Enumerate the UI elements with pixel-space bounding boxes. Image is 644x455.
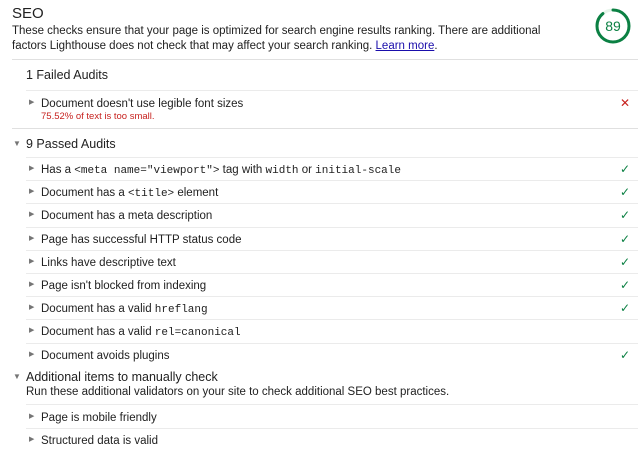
caret-right-icon: ▶ — [29, 258, 35, 265]
check-icon: ✓ — [619, 185, 630, 199]
caret-right-icon: ▶ — [29, 413, 35, 420]
cross-icon: ✕ — [619, 96, 630, 110]
row-divider — [26, 250, 638, 251]
row-divider — [26, 203, 638, 204]
audit-text: element — [174, 187, 219, 199]
manual-item-label: Page is mobile friendly — [41, 412, 157, 424]
audit-label — [41, 163, 401, 178]
caret-right-icon: ▶ — [29, 99, 35, 106]
audit-label: Document has a meta description — [41, 210, 213, 222]
caret-right-icon: ▶ — [29, 235, 35, 242]
audit-row[interactable] — [26, 321, 638, 344]
caret-right-icon: ▶ — [29, 351, 35, 358]
audit-row[interactable] — [26, 159, 638, 182]
row-divider — [26, 273, 638, 274]
caret-right-icon: ▶ — [29, 281, 35, 288]
row-divider — [26, 227, 638, 228]
caret-down-icon[interactable]: ▼ — [13, 139, 21, 148]
code-text: rel=canonical — [154, 327, 241, 339]
audit-row[interactable] — [26, 275, 638, 298]
audit-row[interactable] — [26, 229, 638, 252]
score-gauge — [594, 7, 632, 45]
caret-right-icon: ▶ — [29, 304, 35, 311]
row-divider — [26, 157, 638, 158]
description-text: These checks ensure that your page is optimized for search engine results ranking. There are additional factors Lighthouse does not check that may affect your search ranking. — [12, 25, 541, 52]
code-text: initial-scale — [315, 165, 401, 177]
audit-text: Document has a valid — [41, 326, 155, 338]
audit-row[interactable] — [26, 205, 638, 228]
manual-check-description: Run these additional validators on your site to check additional SEO best practices. — [26, 386, 450, 398]
row-divider — [26, 343, 638, 344]
check-icon: ✓ — [619, 348, 630, 362]
row-divider — [26, 90, 638, 91]
audit-text: Document has a — [41, 187, 128, 199]
row-divider — [26, 319, 638, 320]
row-divider — [26, 404, 638, 405]
passed-audits-title[interactable]: 9 Passed Audits — [26, 137, 116, 151]
audit-label — [41, 302, 208, 317]
audit-label: Document doesn't use legible font sizes — [41, 98, 244, 110]
audit-text: Document has a valid — [41, 303, 155, 315]
code-text: hreflang — [154, 304, 208, 316]
audit-text: Has a — [41, 164, 75, 176]
caret-right-icon: ▶ — [29, 436, 35, 443]
score-value: 89 — [605, 18, 621, 34]
section-title: SEO — [12, 5, 44, 22]
audit-row[interactable] — [26, 182, 638, 205]
audit-label: Document avoids plugins — [41, 350, 170, 362]
audit-row[interactable] — [26, 345, 638, 368]
caret-right-icon: ▶ — [29, 165, 35, 172]
check-icon: ✓ — [619, 208, 630, 222]
seo-header — [12, 4, 560, 54]
divider — [12, 128, 638, 129]
audit-label — [41, 186, 218, 201]
code-text: <title> — [127, 188, 175, 200]
divider — [12, 59, 638, 60]
audit-text: or — [298, 164, 316, 176]
row-divider — [26, 428, 638, 429]
audit-label: Page isn't blocked from indexing — [41, 280, 207, 292]
section-description: These checks ensure that your page is optimized for search engine results ranking. There are additional factors Lighthouse does not check that may affect your search ranking. Learn more. — [12, 25, 541, 52]
audit-text: tag with — [219, 164, 266, 176]
audit-fail-note: 75.52% of text is too small. — [41, 111, 155, 122]
audit-row[interactable] — [26, 252, 638, 275]
audit-row[interactable] — [26, 298, 638, 321]
learn-more-link[interactable]: Learn more — [375, 40, 435, 52]
check-icon: ✓ — [619, 278, 630, 292]
caret-down-icon[interactable]: ▼ — [13, 372, 21, 381]
check-icon: ✓ — [619, 301, 630, 315]
caret-right-icon: ▶ — [29, 327, 35, 334]
manual-item-label: Structured data is valid — [41, 435, 158, 447]
audit-label — [41, 325, 241, 340]
check-icon: ✓ — [619, 232, 630, 246]
code-text: <meta name="viewport"> — [74, 165, 220, 177]
audit-label: Links have descriptive text — [41, 257, 176, 269]
code-text: width — [265, 165, 299, 177]
caret-right-icon: ▶ — [29, 211, 35, 218]
manual-row-structured-data[interactable] — [26, 430, 638, 453]
check-icon: ✓ — [619, 162, 630, 176]
manual-row-mobile-friendly[interactable] — [26, 407, 638, 430]
check-icon: ✓ — [619, 255, 630, 269]
manual-check-title[interactable]: Additional items to manually check — [26, 370, 218, 384]
caret-right-icon: ▶ — [29, 188, 35, 195]
row-divider — [26, 180, 638, 181]
audit-label: Page has successful HTTP status code — [41, 234, 242, 246]
row-divider — [26, 296, 638, 297]
failed-audits-title[interactable]: 1 Failed Audits — [26, 68, 108, 82]
